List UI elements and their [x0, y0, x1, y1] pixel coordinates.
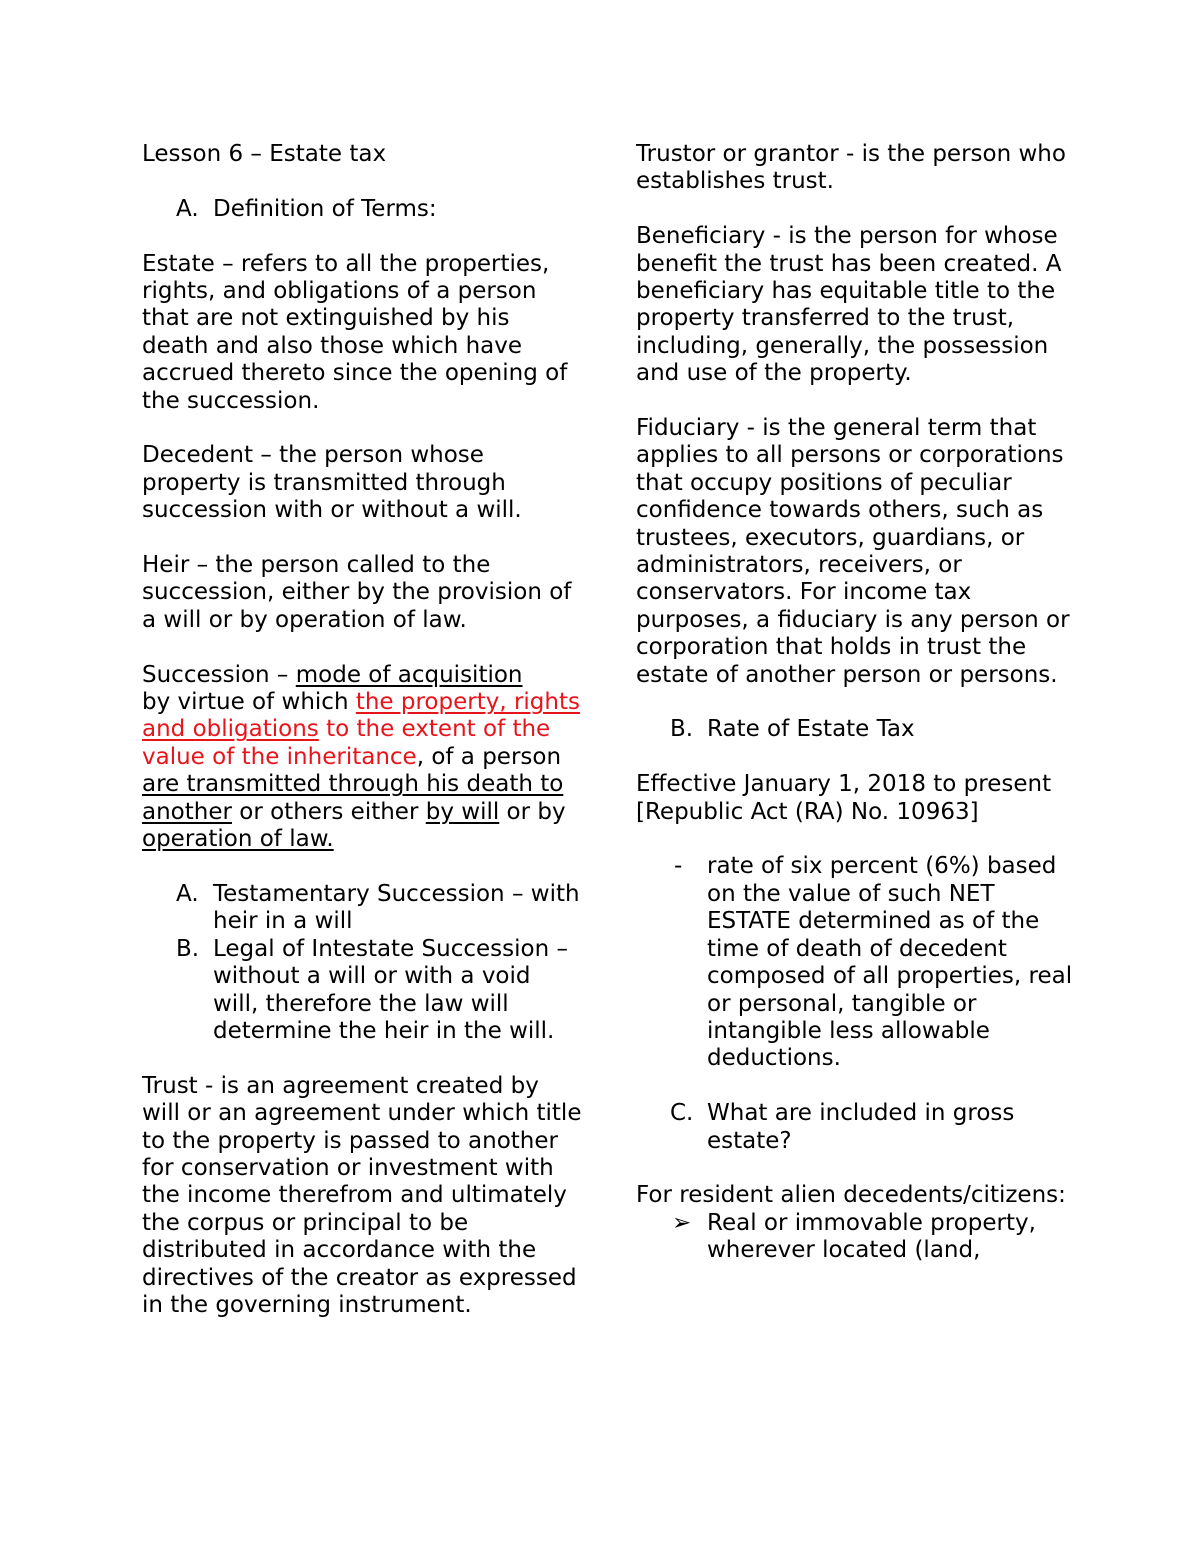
- succession-operation-of-law: operation of law.: [142, 826, 334, 853]
- effective-date: Effective January 1, 2018 to present [Republic Act (RA) No. 10963]: [636, 771, 1052, 825]
- right-column: [636, 141, 1076, 1265]
- succession-mode-of-acquisition: mode of acquisition: [295, 661, 523, 688]
- rate-item: [636, 853, 1076, 1072]
- intestate-succession: Legal of Intestate Succession – without a will or with a void will, therefore the law will determine the heir in the will.: [213, 935, 568, 1044]
- real-property-text: Real or immovable property, wherever located (land,: [707, 1209, 1036, 1264]
- succession-definition: [142, 662, 582, 854]
- trust-definition: Trust - is an agreement created by will or an agreement under which title to the property is passed to another for conservation or investment with the income therefrom and ultimately the corpus or principal to be distributed in accordance with the directives of the creator as expressed in the governing instrument.: [142, 1072, 582, 1318]
- section-c-heading: [636, 1100, 1076, 1155]
- succession-text: or by: [499, 798, 566, 825]
- succession-term: Succession –: [142, 661, 296, 688]
- list-marker: C.: [670, 1100, 694, 1127]
- resident-heading: For resident alien decedents/citizens:: [636, 1182, 1066, 1209]
- succession-by-will: by will: [425, 798, 500, 825]
- succession-transmitted: are transmitted through his death to another: [142, 771, 564, 825]
- arrow-bullet-icon: ➢: [672, 1209, 692, 1236]
- rate-text: rate of six percent (6%) based on the value of such NET ESTATE determined as of the time of death of decedent composed of all properties, real or personal, tangible or intangible less allowable deductions.: [707, 853, 1073, 1072]
- succession-text: or others either: [231, 798, 426, 825]
- succession-text: , of a person: [416, 743, 562, 770]
- succession-text: by virtue of which: [142, 689, 356, 716]
- list-marker: A.: [176, 195, 199, 222]
- list-marker: A.: [176, 880, 199, 907]
- list-marker: B.: [670, 716, 694, 743]
- section-c-text: What are included in gross estate?: [707, 1100, 1015, 1154]
- list-marker: B.: [176, 935, 200, 962]
- dash-marker: -: [674, 853, 683, 880]
- heir-definition: Heir – the person called to the succession, either by the provision of a will or by operation of law.: [142, 552, 572, 633]
- succession-extent: to the extent of the value of the inheritance: [142, 716, 551, 770]
- list-item: [142, 936, 582, 1046]
- fiduciary-definition: Fiduciary - is the general term that applies to all persons or corporations that occupy positions of peculiar confidence towards others, such as trustees, executors, guardians, or administrators, receivers, or conservators. For income tax purposes, a fiduciary is any person or corporation that holds in trust the estate of another person or persons.: [636, 415, 1070, 688]
- section-a-heading: [142, 196, 582, 223]
- section-b-text: Rate of Estate Tax: [707, 716, 915, 743]
- beneficiary-definition: Beneficiary - is the person for whose benefit the trust has been created. A beneficiary has equitable title to the property transferred to the trust, including, generally, the possession and use of the property.: [636, 223, 1062, 387]
- list-item: [142, 881, 582, 936]
- trustor-definition: Trustor or grantor - is the person who establishes trust.: [636, 141, 1066, 195]
- section-b-heading: [636, 716, 1076, 743]
- left-column: [142, 141, 582, 1319]
- testamentary-succession: Testamentary Succession – with heir in a will: [213, 880, 580, 935]
- real-property-item: [636, 1210, 1076, 1265]
- estate-definition: Estate – refers to all the properties, rights, and obligations of a person that are not extinguished by his death and also those which have accrued thereto since the opening of the succession.: [142, 250, 568, 414]
- lesson-title: Lesson 6 – Estate tax: [142, 141, 387, 167]
- succession-property-rights: the property, rights and obligations: [142, 689, 580, 743]
- section-a-text: Definition of Terms:: [213, 195, 437, 222]
- decedent-definition: Decedent – the person whose property is transmitted through succession with or without a will.: [142, 442, 522, 524]
